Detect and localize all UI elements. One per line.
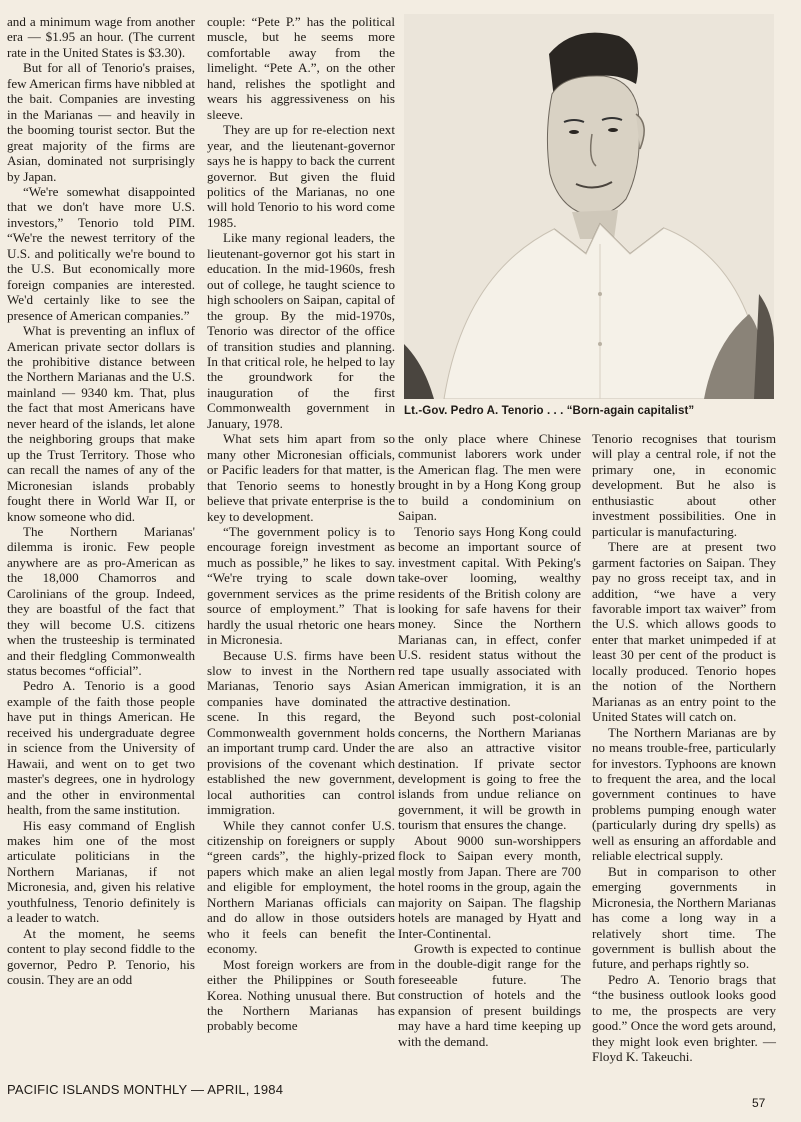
paragraph: What is preventing an influx of American private sector dollars is the prohibitive distance between the Northern Marianas and the U.S. mainland — 9340 km. That, plus the fact that most Americans have never heard of the islands, let alone the neighboring groups that make up the Trust Territory. Those who can recall the names of any of the Micronesian islands probably fought there in World War II, or know someone who did. [7,323,195,524]
portrait-illustration [404,14,774,399]
paragraph: At the moment, he seems content to play second fiddle to the governor, Pedro P. Tenorio, his cousin. They are an odd [7,925,195,988]
paragraph: “We're somewhat disappointed that we don't have more U.S. investors,” Tenorio told PIM. “We're the newest territory of the U.S. and politically we're bound to the U.S. But economically more foreign companies are interested. We'd certainly like to see the presence of American companies.” [7,183,195,323]
paragraph: Like many regional leaders, the lieutenant-governor got his start in education. In the mid-1960s, fresh out of college, he taught science to high schoolers on Saipan, capital of the group. By the mid-1970s, Tenorio was director of the office of transition studies and planning. In that critical role, he helped to lay the groundwork for the inauguration of the first Commonwealth government in January, 1978. [207,230,395,431]
paragraph: Pedro A. Tenorio is a good example of the faith those people have put in things American. He received his undergraduate degree in science from the University of Hawaii, and went on to get two master's degrees, one in hydrology and the other in environmental health, from the same institution. [7,678,195,818]
paragraph: The Northern Marianas' dilemma is ironic. Few people anywhere are as pro-American as the 18,000 Chamorros and Carolinians of the group. Indeed, they are boastful of the fact that they will become U.S. citizens when the trusteeship is terminated and their fledgling Commonwealth status becomes “official”. [7,523,195,679]
paragraph: They are up for re-election next year, and the lieutenant-governor says he is happy to back the current governor. But given the fluid politics of the Marianas, no one will hold Tenorio to his word come 1985. [207,122,395,230]
portrait-photo [404,14,774,399]
paragraph: His easy command of English makes him one of the most articulate politicians in the Northern Marianas, if not Micronesia, and, given his relative youthfulness, Tenorio definitely is a leader to watch. [7,817,195,926]
paragraph: What sets him apart from so many other Micronesian officials, or Pacific leaders for that matter, is that Tenorio seems to honestly believe that private enterprise is the key to development. [207,431,395,524]
article-column-3 [398,431,581,1049]
photo-caption: Lt.-Gov. Pedro A. Tenorio . . . “Born-again capitalist” [404,405,695,417]
paragraph: The Northern Marianas are by no means trouble-free, particularly for investors. Typhoons are known to frequent the area, and the local government continues to have problems pumping enough water (particularly during dry spells) as well as ensuring an affordable and reliable electrical supply. [592,724,776,864]
paragraph: Tenorio says Hong Kong could become an important source of investment capital. With Peking's take-over looming, wealthy residents of the British colony are looking for safe havens for their money. Since the Northern Marianas can, in effect, confer U.S. resident status without the red tape usually associated with American immigration, it is an attractive destination. [398,523,581,709]
paragraph: couple: “Pete P.” has the political muscle, but he seems more comfortable away from the limelight. “Pete A.”, on the other hand, relishes the spotlight and wears his aggressiveness on his sleeve. [207,14,395,122]
paragraph: Tenorio recognises that tourism will play a central role, if not the primary one, in economic development. But he also is enthusiastic about other investment possibilities. One in particular is manufacturing. [592,431,776,539]
paragraph: Because U.S. firms have been slow to invest in the Northern Marianas, Tenorio says Asian companies have dominated the scene. In this regard, the Commonwealth government holds an important trump card. Under the provisions of the covenant which established the new government, local authorities can control immigration. [207,647,395,818]
article-column-1 [7,14,195,988]
page-number: 57 [752,1096,766,1110]
paragraph: Most foreign workers are from either the Philippines or South Korea. Nothing unusual there. But the Northern Marianas has probably become [207,956,395,1034]
paragraph: Pedro A. Tenorio brags that “the business outlook looks good to me, the prospects are very good.” Once the word gets around, they might look even brighter. — Floyd K. Takeuchi. [592,971,776,1065]
paragraph: But in comparison to other emerging governments in Micronesia, the Northern Marianas has come a long way in a relatively short time. The government is bullish about the future, and perhaps rightly so. [592,863,776,972]
paragraph: While they cannot confer U.S. citizenship on foreigners or supply “green cards”, the highly-prized papers which make an alien legal and eligible for employment, the Northern Marianas officials can and do allow in those outsiders who it feels can benefit the economy. [207,817,395,957]
paragraph: But for all of Tenorio's praises, few American firms have nibbled at the bait. Companies are investing in the Marianas — and heavily in the booming tourist sector. But the great majority of the firms are Asian, dominated not surprisingly by Japan. [7,60,195,184]
paragraph: the only place where Chinese communist laborers work under the American flag. The men were brought in by a Hong Kong group to build a condominium on Saipan. [398,431,581,524]
paragraph: There are at present two garment factories on Saipan. They pay no gross receipt tax, and in addition, “we have a very favorable import tax waiver” from the U.S. which allows goods to enter that market unimpeded if at least 30 per cent of the product is locally produced. Tenorio hopes the notion of the Northern Marianas as an entry point to the United States will catch on. [592,539,776,725]
paragraph: “The government policy is to encourage foreign investment as much as possible,” he likes to say. “We're trying to scale down government services as the prime source of employment.” That is hardly the usual rhetoric one hears in Micronesia. [207,523,395,648]
paragraph: and a minimum wage from another era — $1.95 an hour. (The current rate in the United States is $3.30). [7,14,195,60]
article-column-2 [207,14,395,1034]
paragraph: Beyond such post-colonial concerns, the Northern Marianas are also an attractive visitor destination. If private sector development is going to free the islands from undue reliance on government, it will be growth in tourism that ensures the change. [398,709,581,833]
paragraph: About 9000 sun-worshippers flock to Saipan every month, mostly from Japan. There are 700 hotel rooms in the group, again the majority on Saipan. The flagship hotels are managed by Hyatt and Inter-Continental. [398,832,581,941]
article-column-4 [592,431,776,1065]
paragraph: Growth is expected to continue in the double-digit range for the foreseeable future. The construction of hotels and the expansion of present buildings may have a hard time keeping up with the demand. [398,940,581,1049]
publication-footer: PACIFIC ISLANDS MONTHLY — APRIL, 1984 [7,1082,284,1097]
